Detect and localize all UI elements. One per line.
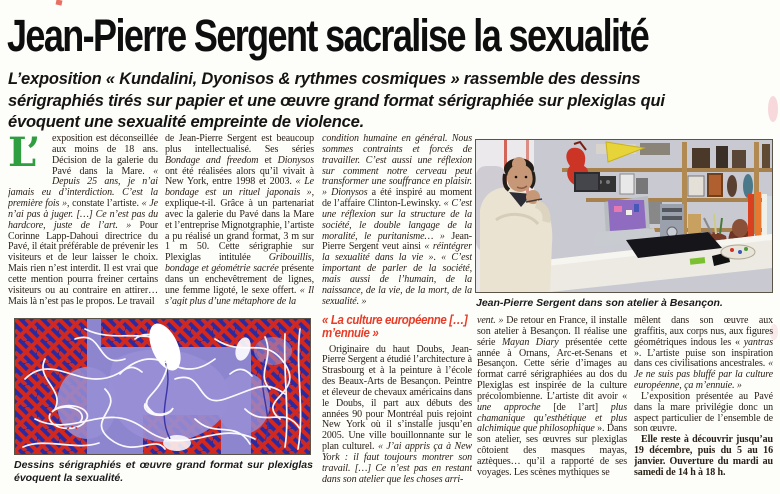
column-5-paragraph-3: Elle reste à découvrir jusqu’au 19 décembre, puis du 5 au 16 janvier. Ouverture du mardi au samedi de 14 h à 18 h. [634,434,773,478]
artwork-image [14,318,311,455]
body-column-5 [634,316,773,484]
body-column-1 [8,134,158,315]
scan-smudge-right [768,96,778,122]
section-subhead [322,314,472,341]
body-column-2 [165,134,314,306]
artwork-caption: Dessins sérigraphiés et œuvre grand format sur plexiglas évoquent la sexualité. [14,459,313,484]
standfirst-line-2: sérigraphiés tirés sur papier et une œuvre grand format sérigraphiée sur plexiglas qui [8,91,665,110]
column-3-text-top: condition humaine en général. Nous sommes contraints et forcés de travailler. C’est aussi une réflexion sur comment notre cerveau peut transformer une souffrance en plaisir. » Dionysos a été inspiré au moment de l’affaire Clinton-Lewinsky. « C’est une réflexion sur la structure de la société, le double langage de la moralité, le puritanisme… » Jean-Pierre Sergent veut ainsi « réintégrer la sexualité dans la vie ». « C’est important de parler de la société, mais aussi de l’humain, de la naissance, de la vie, de la mort, de la sexualité. » [322,134,472,307]
column-5-paragraph-1: mêlent dans son œuvre aux graffitis, aux corps nus, aux figures géométriques indous les « yantras ». L’artiste puise son inspiration dans ces civilisations ancestrales. « Je ne suis pas bluffé par la culture européenne, ça m’ennuie. » [634,316,773,392]
subhead-line-2: m’ennuie » [322,326,379,340]
article-headline: Jean-Pierre Sergent sacralise la sexualité [7,10,649,61]
studio-photo [475,139,773,293]
column-1-text: exposition est déconseillée aux moins de 18 ans. Décision de la galerie du Pavé dans la Mare. « Depuis 25 ans, je n’ai jamais eu d’interdiction. C’est la première fois », constate l’artiste. « Je n’ai pas à juger. […] Ce n’est pas du hardcore, juste de l’art. » Pour Corinne Lapp-Dahoui directrice du Pavé, il était préférable de prévenir les visiteurs et de leur laisser le choix. Mais rien n’est interdit. Il est vrai que cette mention pourra freiner certains visiteurs ou au contraire en attirer… Mais là n’est pas le propos. Le travail [8,134,158,307]
dropcap-L: L’ [8,134,41,176]
standfirst-line-3: évoquent une sexualité empreinte de violence. [8,113,364,131]
article-standfirst [8,69,665,134]
subhead-line-1: « La culture européenne […] [322,312,468,327]
studio-photo-graphic [476,140,772,292]
column-3-text-bottom: Originaire du haut Doubs, Jean-Pierre Sergent a étudié l’architecture à Strasbourg et à la peinture à l’école des Beaux-Arts de Besançon. Peintre et éleveur de chevaux américains dans le Doubs, il part aux débuts des années 90 pour Montréal puis rejoint New York où il s’installe jusqu’en 2005. Une ville bouillonnante sur le plan culturel. « J’ai appris ça à New York : il faut toujours montrer son travail. […] Ce n’est pas en restant dans son atelier que les choses arri- [322,343,472,485]
scan-mark-top [56,0,63,6]
body-column-3 [322,134,472,486]
body-column-4 [477,316,627,482]
artwork-graphic [15,319,310,454]
column-5-paragraph-2: L’exposition présentée au Pavé dans la mare privilégie donc un aspect particulier de l’ensemble de son œuvre. [634,390,773,435]
photo-caption: Jean-Pierre Sergent dans son atelier à Besançon. [476,297,723,309]
standfirst-line-1: L’exposition « Kundalini, Dyonisos & rythmes cosmiques » rassemble des dessins [8,70,641,88]
column-2-text: de Jean-Pierre Sergent est beaucoup plus intellectualisé. Ses séries Bondage and freedom et Dionysos ont été réalisées alors qu’il vivait à New York, entre 1998 et 2003. « Le bondage est un rituel japonais », explique-t-il. Grâce à un partenariat avec la galerie du Pavé dans la Mare et l’entreprise Mignotgraphie, l’artiste a pu réalisé un grand format, 3 m sur 1 m 50. Cette sérigraphie sur Plexiglas intitulée Gribouillis, bondage et géométrie sacrée présente dans un enchevêtrement de lignes, une femme ligoté, le sexe offert. « Il s’agit plus d’une métaphore de la [165,134,314,306]
column-4-text: vent. » De retour en France, il installe son atelier à Besançon. Il réalise une série Mayan Diary présentée cette année à Ornans, Arc-et-Senans et Besançon. Cette série d’images au format carré sérigraphiées au dos du Plexiglas est inspirée de la culture précolombienne. L’artiste dit avoir « une approche [de l’art] plus chamanique qu’esthétique et plus alchimique que philosophique ». Dans son atelier, ses œuvres sur plexiglas côtoient des masques mayas, aztèques… qu’il a rapporté de ses voyages. Les scènes mythiques se [477,316,627,478]
